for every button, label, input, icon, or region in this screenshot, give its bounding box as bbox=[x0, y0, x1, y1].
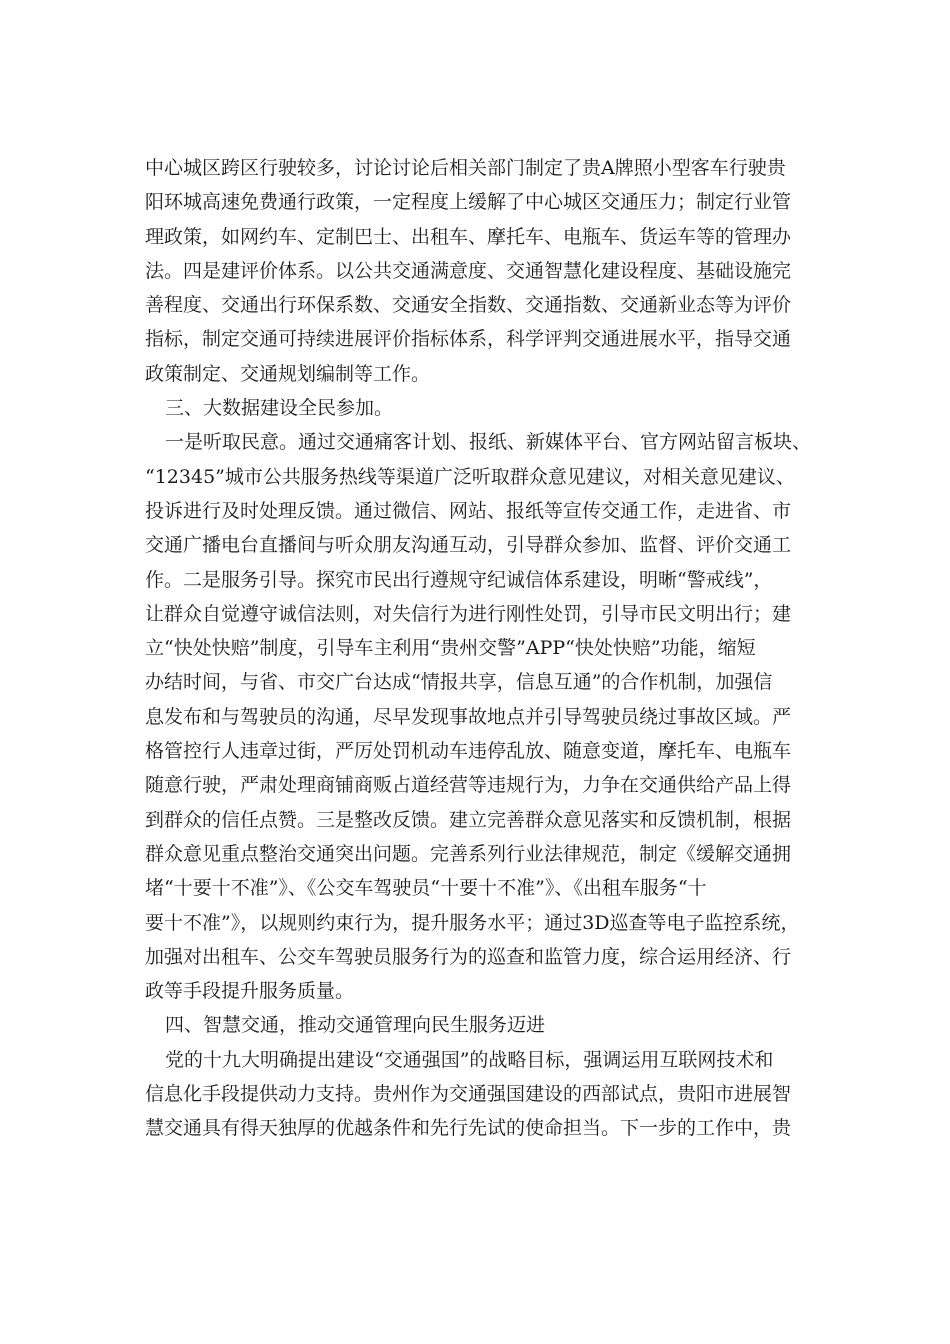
text-line: 党的十九大明确提出建设“交通强国”的战略目标，强调运用互联网技术和 bbox=[165, 1048, 774, 1071]
text-line: 群众意见重点整治交通突出问题。完善系列行业法律规范，制定《缓解交通拥 bbox=[145, 842, 792, 865]
text-line: 让群众自觉遵守诚信法则，对失信行为进行刚性处罚，引导市民文明出行；建 bbox=[145, 602, 792, 625]
text-line: 政等手段提升服务质量。 bbox=[145, 980, 355, 1003]
text-line: 作。二是服务引导。探究市民出行遵规守纪诚信体系建设，明晰“警戒线”， bbox=[145, 568, 773, 591]
text-line: 指标，制定交通可持续进展评价指标体系，科学评判交通进展水平，指导交通 bbox=[145, 328, 792, 351]
text-line: 法。四是建评价体系。以公共交通满意度、交通智慧化建设程度、基础设施完 bbox=[145, 259, 792, 282]
text-line: 一是听取民意。通过交通痛客计划、报纸、新媒体平台、官方网站留言板块、 bbox=[165, 431, 812, 454]
text-line: 中心城区跨区行驶较多，讨论讨论后相关部门制定了贵A牌照小型客车行驶贵 bbox=[145, 157, 786, 179]
text-line: 阳环城高速免费通行政策，一定程度上缓解了中心城区交通压力；制定行业管 bbox=[145, 191, 792, 214]
body-text bbox=[145, 151, 825, 1146]
text-line: 随意行驶，严肃处理商铺商贩占道经营等违规行为，力争在交通供给产品上得 bbox=[145, 774, 792, 797]
text-line: 信息化手段提供动力支持。贵州作为交通强国建设的西部试点，贵阳市进展智 bbox=[145, 1083, 792, 1106]
text-line: 加强对出租车、公交车驾驶员服务行为的巡查和监管力度，综合运用经济、行 bbox=[145, 945, 792, 968]
text-line: 慧交通具有得天独厚的优越条件和先行先试的使命担当。下一步的工作中，贵 bbox=[145, 1117, 792, 1140]
text-line: 四、智慧交通，推动交通管理向民生服务迈进 bbox=[165, 1014, 546, 1037]
text-line: 息发布和与驾驶员的沟通，尽早发现事故地点并引导驾驶员绕过事故区域。严 bbox=[145, 705, 792, 728]
text-line: 理政策，如网约车、定制巴士、出租车、摩托车、电瓶车、货运车等的管理办 bbox=[145, 225, 792, 248]
text-line: 办结时间，与省、市交广台达成“情报共享，信息互通”的合作机制，加强信 bbox=[145, 671, 773, 694]
text-line: 善程度、交通出行环保系数、交通安全指数、交通指数、交通新业态等为评价 bbox=[145, 294, 792, 317]
text-line: 政策制定、交通规划编制等工作。 bbox=[145, 362, 431, 385]
text-line: “12345”城市公共服务热线等渠道广泛听取群众意见建议，对相关意见建议、 bbox=[145, 465, 795, 488]
text-line: 堵“十要十不准”》、《公交车驾驶员“十要十不准”》、《出租车服务“十 bbox=[145, 877, 707, 900]
text-line: 交通广播电台直播间与听众朋友沟通互动，引导群众参加、监督、评价交通工 bbox=[145, 534, 792, 557]
text-line: 格管控行人违章过街，严厉处罚机动车违停乱放、随意变道，摩托车、电瓶车 bbox=[145, 740, 792, 763]
text-line: 立“快处快赔”制度，引导车主利用“贵州交警”APP“快处快赔”功能，缩短 bbox=[145, 637, 756, 660]
text-line: 到群众的信任点赞。三是整改反馈。建立完善群众意见落实和反馈机制，根据 bbox=[145, 808, 792, 831]
text-line: 要十不准”》，以规则约束行为，提升服务水平；通过3D巡查等电子监控系统， bbox=[145, 911, 800, 934]
text-line: 三、大数据建设全民参加。 bbox=[165, 397, 394, 420]
text-line: 投诉进行及时处理反馈。通过微信、网站、报纸等宣传交通工作，走进省、市 bbox=[145, 499, 792, 522]
